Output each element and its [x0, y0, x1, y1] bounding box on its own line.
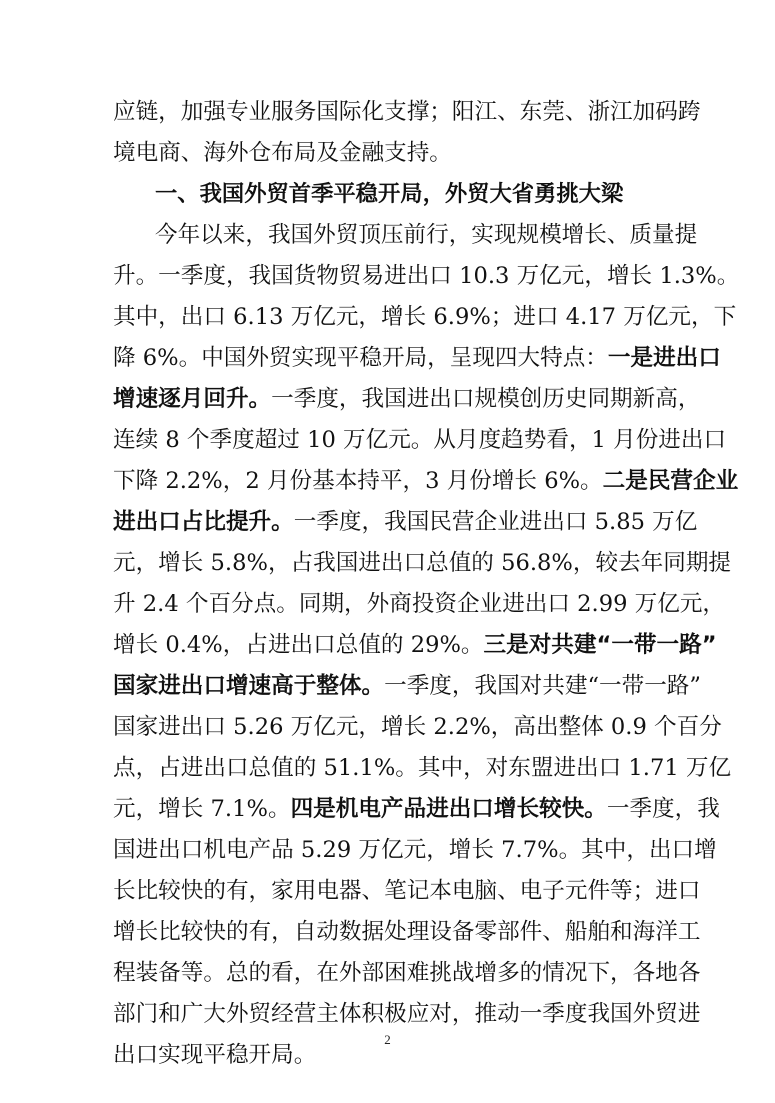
text-line: 升 2.4 个百分点。同期，外商投资企业进出口 2.99 万亿元，: [113, 591, 726, 617]
key-point-3: 三是对共建“一带一路”: [483, 632, 717, 658]
text-line: [113, 666, 701, 707]
text-line: [113, 502, 698, 543]
text-line: 增长比较快的有，自动数据处理设备零部件、船舶和海洋工: [113, 919, 701, 945]
text-line: 点，占进出口总值的 51.1%。其中，对东盟进出口 1.71 万亿: [113, 755, 732, 781]
text-line: 出口实现平稳开局。: [113, 1042, 317, 1068]
text-line: [113, 461, 739, 502]
text-line: [113, 625, 717, 666]
text-run: 一季度，我国进出口规模创历史同期新高，: [271, 386, 701, 412]
text-line: 升。一季度，我国货物贸易进出口 10.3 万亿元，增长 1.3%。: [113, 263, 740, 289]
text-line: 其中，出口 6.13 万亿元，增长 6.9%；进口 4.17 万亿元，下: [113, 304, 737, 330]
text-line: 国进出口机电产品 5.29 万亿元，增长 7.7%。其中，出口增: [113, 837, 717, 863]
text-run: 下降 2.2%，2 月份基本持平，3 月份增长 6%。: [113, 468, 603, 494]
key-point-2: 二是民营企业: [602, 468, 739, 494]
page-number: 2: [384, 1032, 391, 1047]
text-line: [113, 789, 720, 830]
section-heading: 一、我国外贸首季平稳开局，外贸大省勇挑大梁: [155, 181, 624, 207]
key-point-1-cont: 增速逐月回升。: [113, 386, 272, 412]
text-line: 连续 8 个季度超过 10 万亿元。从月度趋势看，1 月份进出口: [113, 427, 727, 453]
key-point-1: 一是进出口: [607, 345, 721, 371]
text-line: [113, 338, 721, 379]
text-run: 一季度，我: [606, 796, 720, 822]
key-point-3-cont: 国家进出口增速高于整体。: [113, 673, 385, 699]
text-line: 国家进出口 5.26 万亿元，增长 2.2%，高出整体 0.9 个百分: [113, 714, 722, 740]
text-run: 降 6%。中国外贸实现平稳开局，呈现四大特点：: [113, 345, 608, 371]
text-line: 程装备等。总的看，在外部困难挑战增多的情况下，各地各: [113, 960, 701, 986]
text-run: 一季度，我国对共建“一带一路”: [384, 673, 701, 699]
text-line: 长比较快的有，家用电器、笔记本电脑、电子元件等；进口: [113, 878, 701, 904]
key-point-2-cont: 进出口占比提升。: [113, 509, 294, 535]
text-run: 增长 0.4%，占进出口总值的 29%。: [113, 632, 484, 658]
text-line: 境电商、海外仓布局及金融支持。: [113, 140, 452, 166]
text-line: 元，增长 5.8%，占我国进出口总值的 56.8%，较去年同期提: [113, 550, 732, 576]
text-line: 部门和广大外贸经营主体积极应对，推动一季度我国外贸进: [113, 1001, 701, 1027]
text-line: 今年以来，我国外贸顶压前行，实现规模增长、质量提: [155, 222, 698, 248]
document-body: [113, 92, 740, 1076]
text-run: 元，增长 7.1%。: [113, 796, 291, 822]
text-run: 一季度，我国民营企业进出口 5.85 万亿: [293, 509, 698, 535]
text-line: [113, 379, 701, 420]
key-point-4: 四是机电产品进出口增长较快。: [290, 796, 607, 822]
text-line: 应链，加强专业服务国际化支撑；阳江、东莞、浙江加码跨: [113, 99, 701, 125]
